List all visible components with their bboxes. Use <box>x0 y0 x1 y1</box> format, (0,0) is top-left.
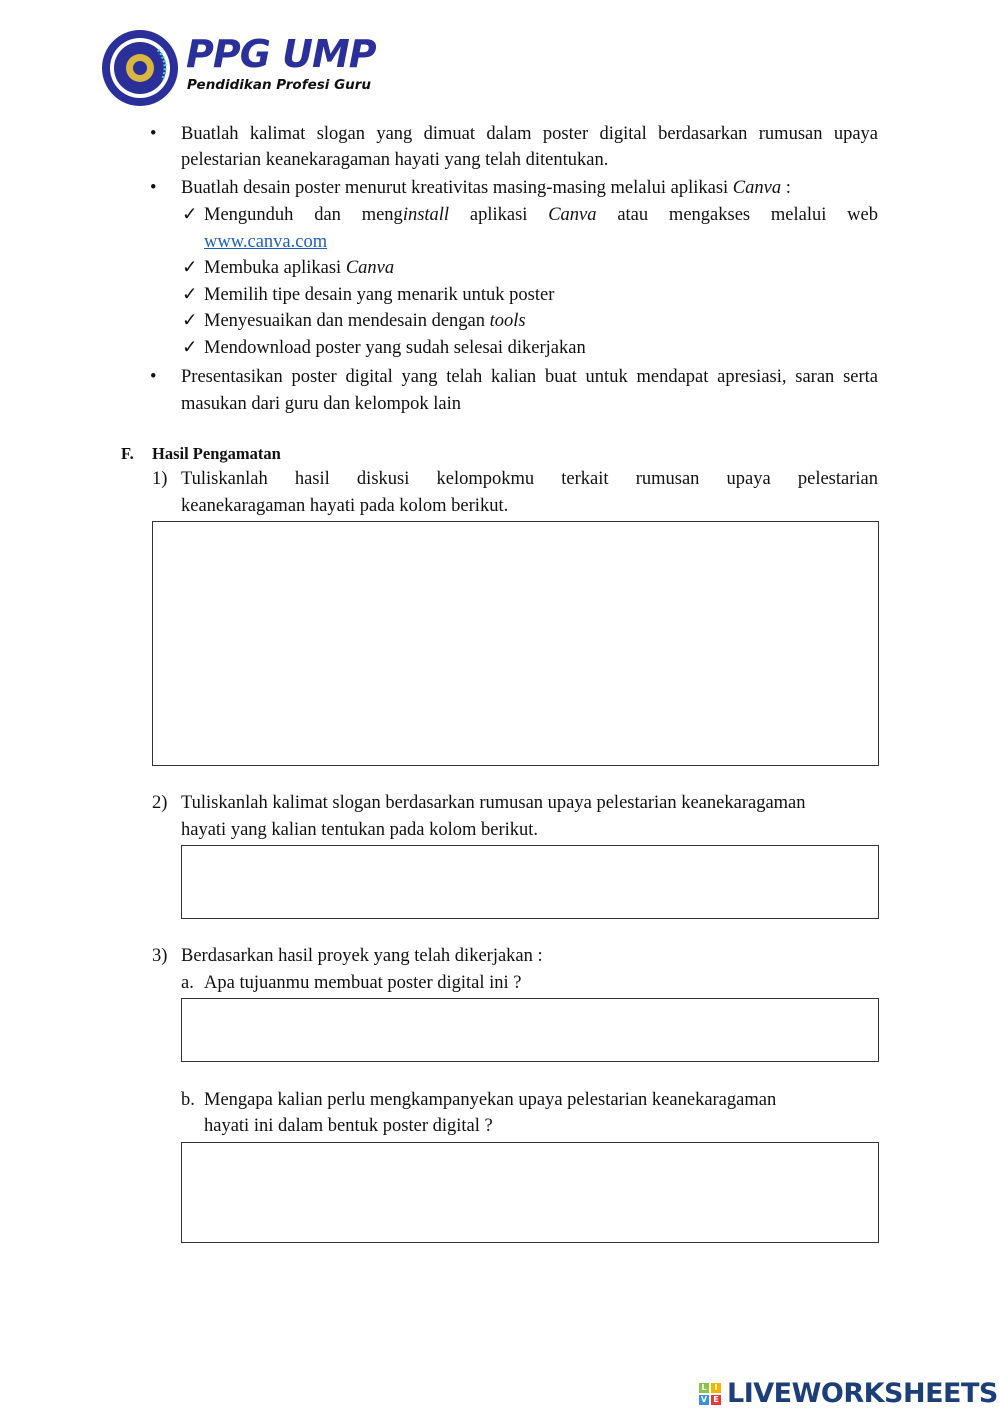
text: Membuka aplikasi <box>204 258 346 278</box>
check-icon: ✓ <box>182 285 198 305</box>
text: : <box>781 178 791 198</box>
q2-line-1: Tuliskanlah kalimat slogan berdasarkan rumusan upaya pelestarian keanekaragaman <box>181 793 806 813</box>
badge-letter: E <box>711 1395 721 1405</box>
check-4 <box>204 310 526 332</box>
text: Buatlah desain poster menurut kreativitas masing-masing melalui aplikasi <box>181 178 733 198</box>
q3-text: Berdasarkan hasil proyek yang telah dikerjakan : <box>181 946 543 966</box>
bullet-1-line-2: pelestarian keanekaragaman hayati yang telah ditentukan. <box>181 150 609 170</box>
badge-letter: V <box>700 1394 708 1404</box>
check-1 <box>204 204 878 226</box>
badge-letter: L <box>699 1383 709 1393</box>
q2-number: 2) <box>152 793 168 813</box>
bullet-icon: • <box>150 124 157 144</box>
q2-answer-box[interactable] <box>181 845 879 919</box>
check-3: Memilih tipe desain yang menarik untuk poster <box>204 285 555 305</box>
badge-letter: I <box>711 1383 721 1393</box>
live-badge-icon <box>698 1382 724 1406</box>
q3-number: 3) <box>152 946 168 966</box>
q3b-label: b. <box>181 1090 195 1110</box>
section-title: Hasil Pengamatan <box>152 444 281 463</box>
q1-answer-box[interactable] <box>152 521 879 766</box>
university-seal-logo <box>100 28 180 108</box>
q1-line-2: keanekaragaman hayati pada kolom berikut. <box>181 496 509 516</box>
q3a-label: a. <box>181 973 194 993</box>
q3b-line-1: Mengapa kalian perlu mengkampanyekan upaya pelestarian keanekaragaman <box>204 1090 777 1110</box>
bullet-2 <box>181 177 791 199</box>
text: tools <box>489 311 526 331</box>
bullet-3-line-2: masukan dari guru dan kelompok lain <box>181 394 462 414</box>
q3b-line-2: hayati ini dalam bentuk poster digital ? <box>204 1116 493 1136</box>
liveworksheets-brand: LIVEWORKSHEETS <box>727 1378 998 1409</box>
check-2 <box>204 257 394 279</box>
logo-title: PPG UMP <box>186 32 376 76</box>
text: Canva <box>732 178 782 198</box>
liveworksheets-logo <box>698 1378 998 1409</box>
text: install <box>402 205 450 225</box>
text: Menyesuaikan dan mendesain dengan <box>204 311 490 331</box>
text: Canva <box>345 258 395 278</box>
text: Canva <box>548 205 597 225</box>
bullet-icon: • <box>150 367 157 387</box>
q3a-text: Apa tujuanmu membuat poster digital ini ? <box>204 973 522 993</box>
q3b-answer-box[interactable] <box>181 1142 879 1243</box>
logo-subtitle: Pendidikan Profesi Guru <box>187 77 372 93</box>
bullet-3-line-1: Presentasikan poster digital yang telah kalian buat untuk mendapat apresiasi, saran serta <box>181 367 878 387</box>
q1-number: 1) <box>152 469 168 489</box>
q2-line-2: hayati yang kalian tentukan pada kolom berikut. <box>181 820 539 840</box>
check-5: Mendownload poster yang sudah selesai dikerjakan <box>204 338 586 358</box>
check-icon: ✓ <box>182 311 198 331</box>
bullet-icon: • <box>150 178 157 198</box>
canva-link[interactable]: www.canva.com <box>204 232 328 252</box>
check-icon: ✓ <box>182 338 198 358</box>
q3a-answer-box[interactable] <box>181 998 879 1062</box>
q1-line-1: Tuliskanlah hasil diskusi kelompokmu terkait rumusan upaya pelestarian <box>181 469 878 489</box>
bullet-1-line-1: Buatlah kalimat slogan yang dimuat dalam poster digital berdasarkan rumusan upaya <box>181 124 878 144</box>
text: Mengunduh dan meng <box>204 205 403 225</box>
text: aplikasi <box>449 205 549 225</box>
section-letter: F. <box>121 444 134 463</box>
check-icon: ✓ <box>182 205 198 225</box>
check-icon: ✓ <box>182 258 198 278</box>
text: atau mengakses melalui web <box>596 205 878 225</box>
